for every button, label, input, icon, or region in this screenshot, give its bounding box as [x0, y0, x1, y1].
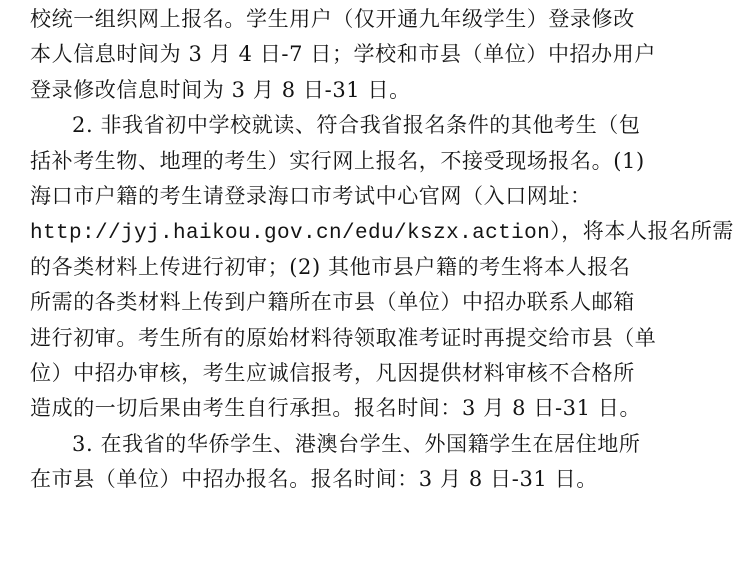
paragraph-2-line-4 [30, 214, 734, 249]
paragraph-2-line-7: 进行初审。考生所有的原始材料待领取准考证时再提交给市县（单 [30, 325, 657, 350]
paragraph-2-line-9: 造成的一切后果由考生自行承担。报名时间：3 月 8 日-31 日。 [30, 396, 642, 421]
paragraph-1-line-2: 本人信息时间为 3 月 4 日-7 日；学校和市县（单位）中招办用户 [30, 42, 656, 67]
paragraph-3-line-2: 在市县（单位）中招办报名。报名时间：3 月 8 日-31 日。 [30, 467, 598, 492]
paragraph-2-line-5: 的各类材料上传进行初审；(2) 其他市县户籍的考生将本人报名 [30, 254, 631, 279]
paragraph-3-line-1: 3. 在我省的华侨学生、港澳台学生、外国籍学生在居住地所 [72, 431, 641, 456]
paragraph-2-line-3: 海口市户籍的考生请登录海口市考试中心官网（入口网址： [30, 183, 592, 208]
paragraph-2-line-6: 所需的各类材料上传到户籍所在市县（单位）中招办联系人邮箱 [30, 290, 635, 315]
registration-url: http://jyj.haikou.gov.cn/edu/kszx.action [30, 222, 551, 246]
paragraph-2-line-4-tail: ），将本人报名所需 [550, 219, 734, 244]
paragraph-2-line-2: 括补考生物、地理的考生）实行网上报名，不接受现场报名。(1) [30, 148, 645, 173]
paragraph-2-line-8: 位）中招办审核，考生应诚信报考，凡因提供材料审核不合格所 [30, 360, 635, 385]
paragraph-1-line-3: 登录修改信息时间为 3 月 8 日-31 日。 [30, 77, 411, 102]
paragraph-2-line-1: 2. 非我省初中学校就读、符合我省报名条件的其他考生（包 [72, 113, 641, 138]
paragraph-1-line-1: 校统一组织网上报名。学生用户（仅开通九年级学生）登录修改 [30, 7, 635, 31]
